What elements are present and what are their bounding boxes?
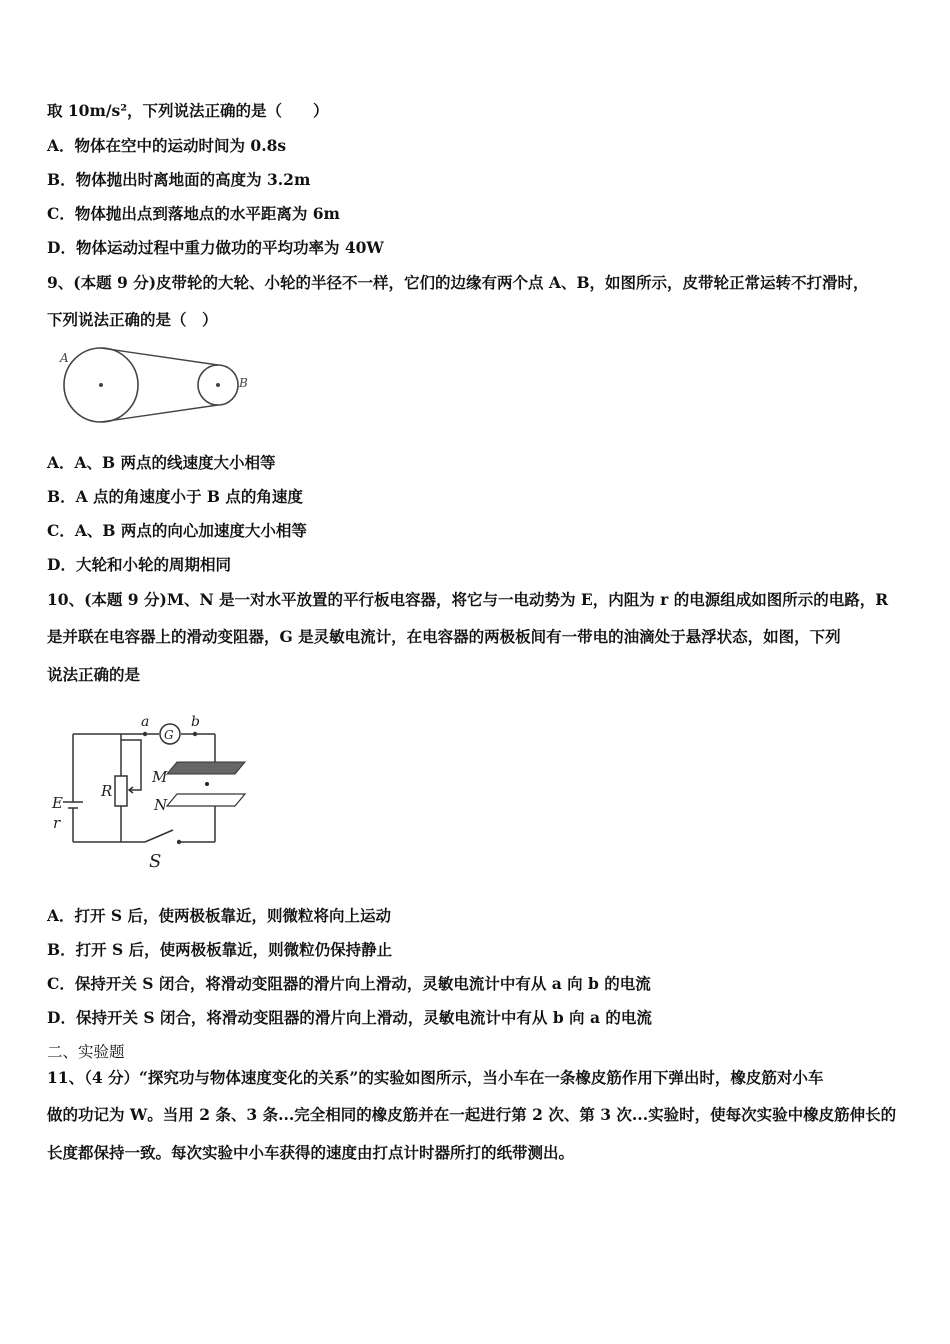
q10-option-b: B．打开 S 后，使两极板靠近，则微粒仍保持静止: [47, 940, 393, 959]
q9-option-d: D．大轮和小轮的周期相同: [47, 555, 231, 574]
q10-option-c: C．保持开关 S 闭合，将滑动变阻器的滑片向上滑动，灵敏电流计中有从 a 向 b 的电流: [47, 974, 651, 993]
q10-option-d: D．保持开关 S 闭合，将滑动变阻器的滑片向上滑动，灵敏电流计中有从 b 向 a 的电流: [47, 1008, 652, 1027]
plate-n: [167, 794, 245, 806]
q10-stem-line2: 是并联在电容器上的滑动变阻器，G 是灵敏电流计，在电容器的两极板间有一带电的油滴处于悬浮状态，如图，下列: [47, 627, 841, 646]
q11-stem-line3: 长度都保持一致。每次实验中小车获得的速度由打点计时器所打的纸带测出。: [47, 1143, 575, 1162]
capacitor-circuit-figure: [45, 710, 260, 875]
section-title: 二、实验题: [47, 1043, 125, 1061]
label-e: E: [52, 794, 63, 812]
belt-bottom: [101, 405, 218, 422]
label-g: G: [164, 728, 174, 742]
q11-stem-line1: 11、（4 分）“探究功与物体速度变化的关系”的实验如图所示，当小车在一条橡皮筋作用下弹出时，橡皮筋对小车: [47, 1068, 824, 1087]
label-r-int: r: [53, 814, 61, 832]
label-a: a: [141, 714, 150, 730]
q10-stem-line1: 10、(本题 9 分)M、N 是一对水平放置的平行板电容器，将它与一电动势为 E，内阻为 r 的电源组成如图所示的电路，R: [47, 590, 889, 609]
q10-stem-line3: 说法正确的是: [47, 665, 141, 684]
q8-option-c: C．物体抛出点到落地点的水平距离为 6m: [47, 204, 340, 223]
q9-stem-line1: 9、(本题 9 分)皮带轮的大轮、小轮的半径不一样，它们的边缘有两个点 A、B，如图所示，皮带轮正常运转不打滑时，: [47, 273, 869, 292]
q9-option-c: C．A、B 两点的向心加速度大小相等: [47, 521, 307, 540]
switch-blade: [145, 830, 173, 842]
q10-option-a: A．打开 S 后，使两极板靠近，则微粒将向上运动: [47, 906, 392, 925]
q9-option-b: B．A 点的角速度小于 B 点的角速度: [47, 487, 303, 506]
q8-option-d: D．物体运动过程中重力做功的平均功率为 40W: [47, 238, 384, 257]
q8-intro: 取 10m/s²，下列说法正确的是（ ）: [47, 101, 329, 120]
q9-option-a: A．A、B 两点的线速度大小相等: [47, 453, 276, 472]
label-b: b: [191, 714, 200, 730]
point-a-label: A: [60, 351, 69, 365]
point-b-label: B: [239, 376, 248, 390]
label-n: N: [154, 796, 168, 814]
q8-option-b: B．物体抛出时离地面的高度为 3.2m: [47, 170, 311, 189]
belt-top: [101, 348, 218, 365]
q11-stem-line2: 做的功记为 W。当用 2 条、3 条...完全相同的橡皮筋并在一起进行第 2 次、第 3 次...实验时，使每次实验中橡皮筋伸长的: [47, 1105, 897, 1124]
label-m: M: [152, 768, 168, 786]
label-r-res: R: [101, 782, 113, 800]
label-s: S: [149, 851, 162, 872]
pulley-figure: [55, 340, 265, 430]
q9-stem-line2: 下列说法正确的是（ ）: [47, 310, 218, 329]
rheostat: [115, 776, 127, 806]
q8-option-a: A．物体在空中的运动时间为 0.8s: [47, 136, 287, 155]
oil-drop: [205, 782, 209, 786]
plate-m: [167, 762, 245, 774]
